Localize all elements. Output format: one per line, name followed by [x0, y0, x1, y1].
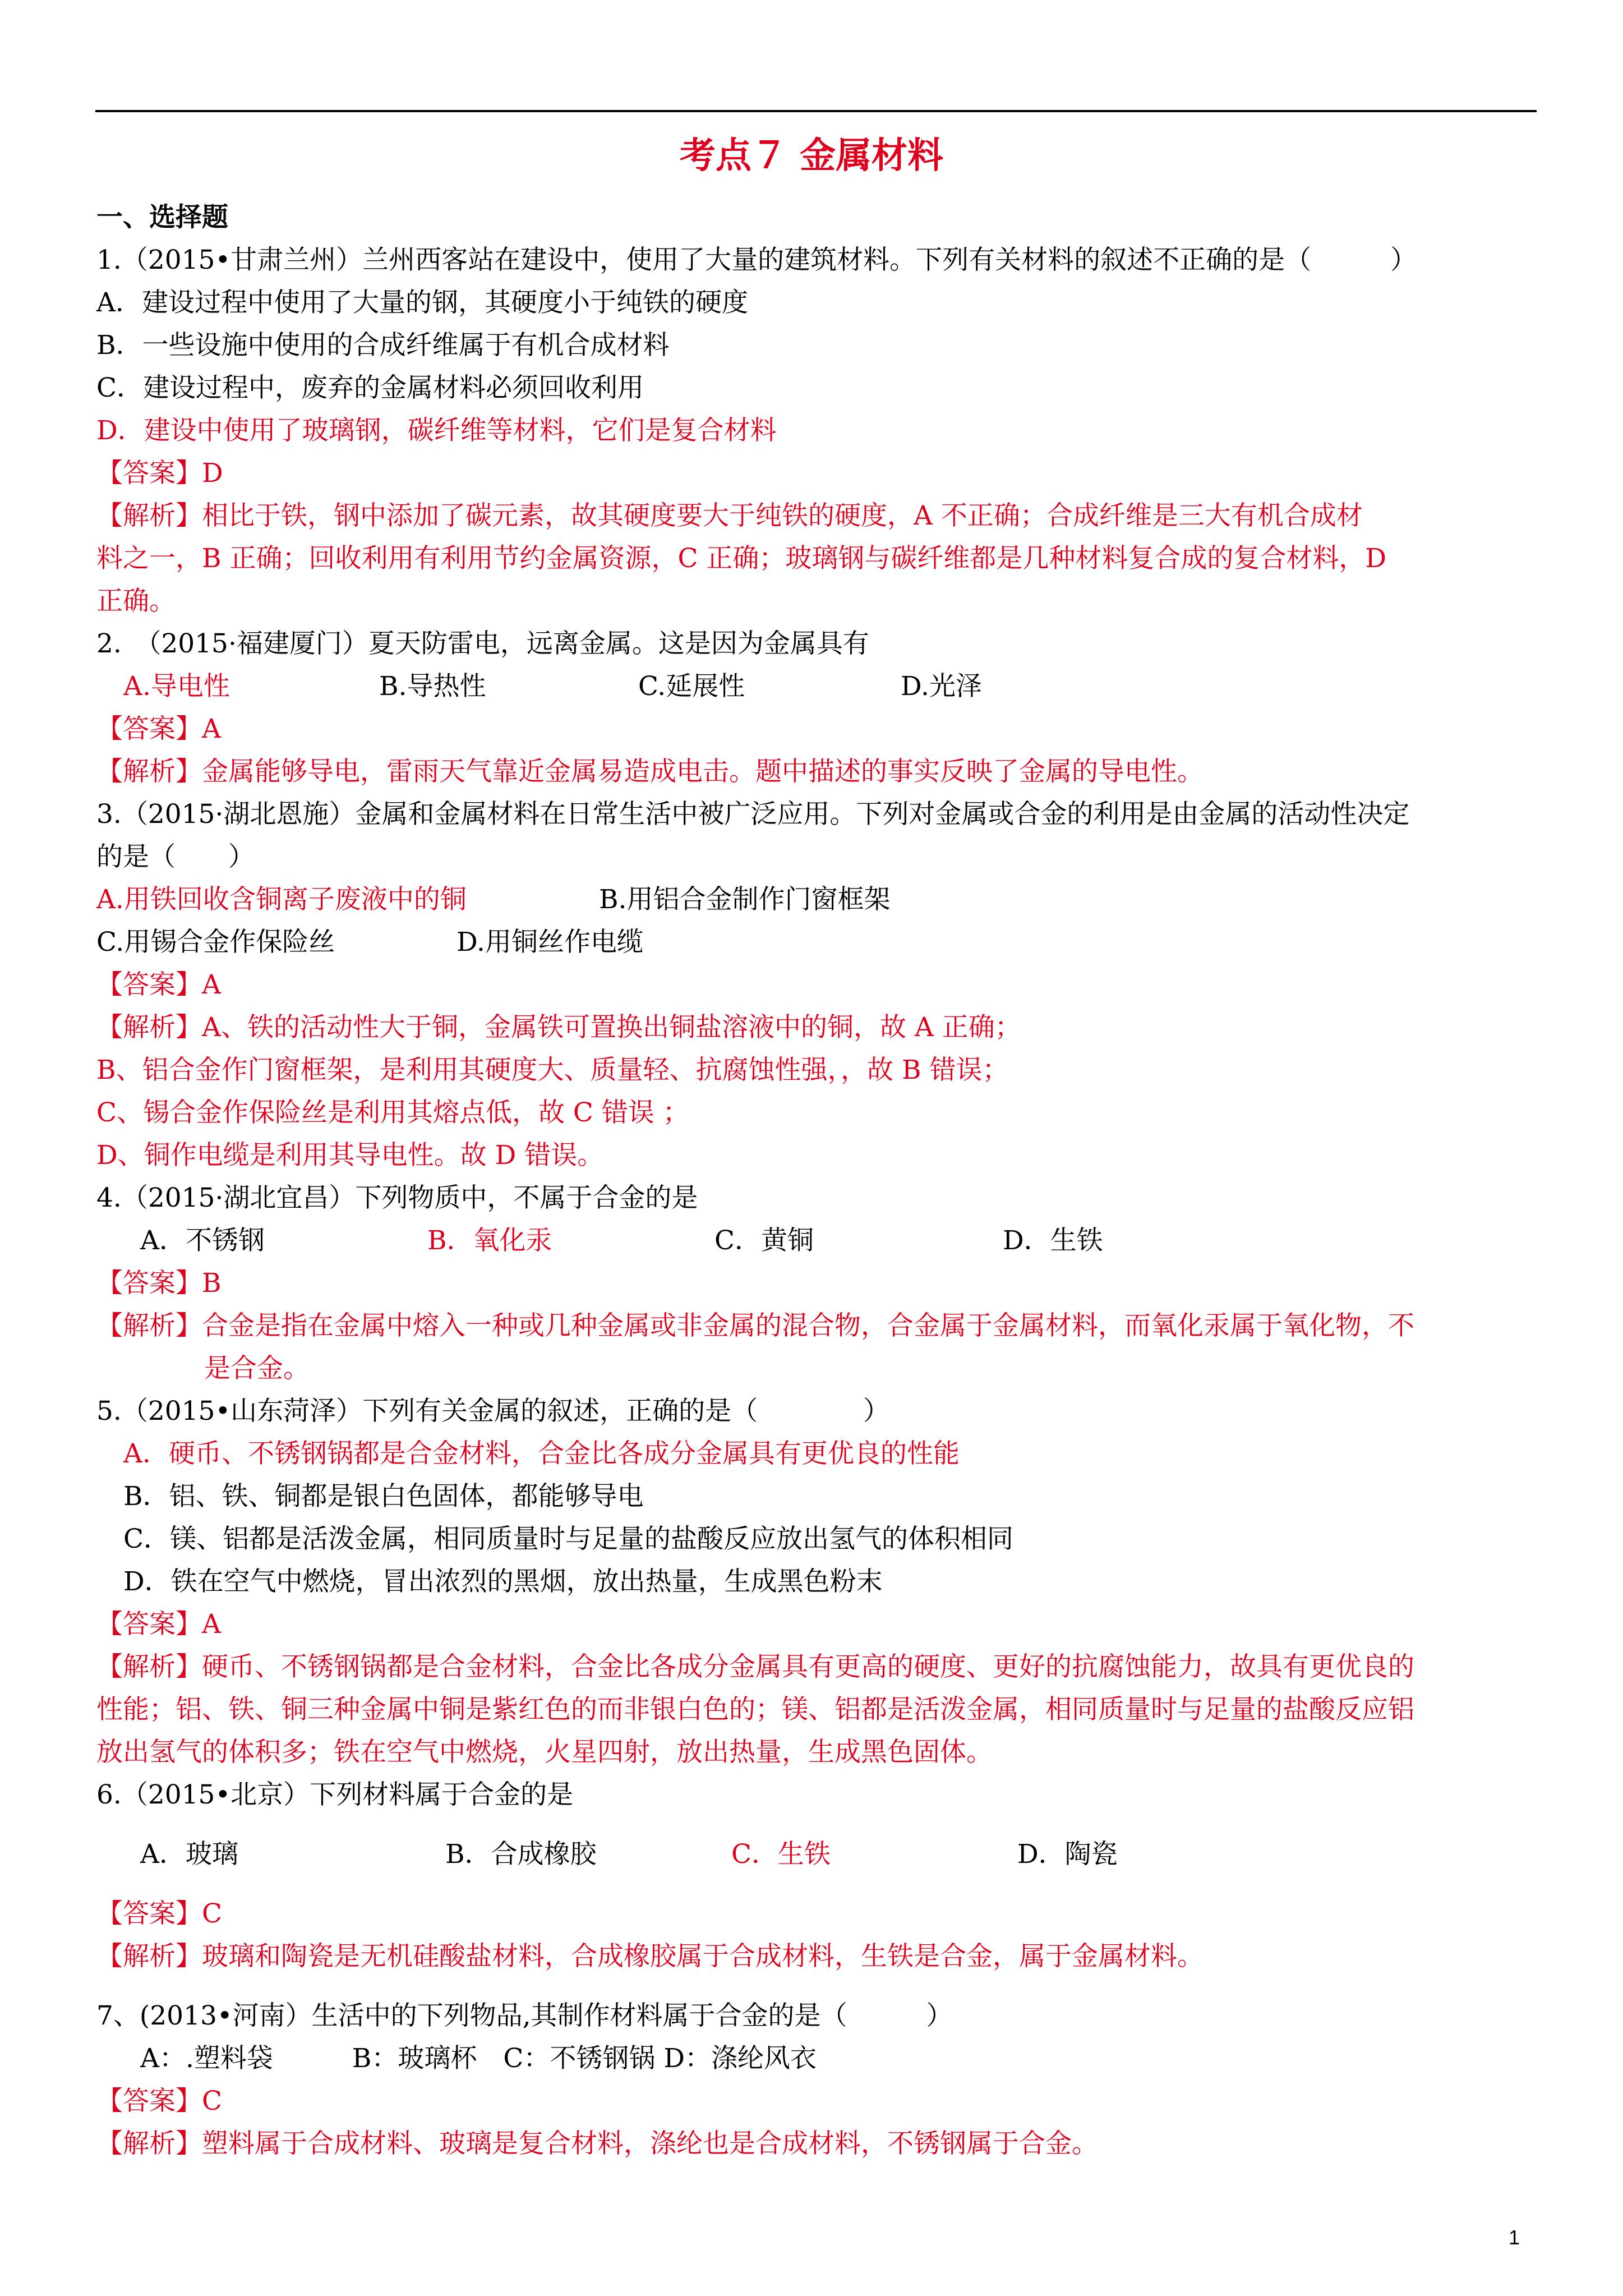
q6-option-c: C．生铁	[731, 1839, 831, 1870]
q2-option-b: B.导热性	[379, 671, 486, 702]
q2-option-c: C.延展性	[638, 671, 745, 702]
q3-explanation-4: D、铜作电缆是利用其导电性。故 D 错误。	[96, 1140, 604, 1171]
page-number: 1	[1509, 2226, 1520, 2249]
q7-stem: 7、(2013•河南）生活中的下列物品,其制作材料属于合金的是（ ）	[96, 2000, 953, 2031]
q1-option-c: C．建设过程中，废弃的金属材料必须回收利用	[96, 372, 644, 403]
q2-option-a: A.导电性	[123, 671, 230, 702]
q3-explanation-1: 【解析】A、铁的活动性大于铜，金属铁可置换出铜盐溶液中的铜，故 A 正确；	[96, 1012, 1021, 1043]
q3-stem-2: 的是（ ）	[96, 841, 255, 872]
q5-option-c: C．镁、铝都是活泼金属，相同质量时与足量的盐酸反应放出氢气的体积相同	[123, 1524, 1013, 1554]
q6-option-d: D．陶瓷	[1017, 1839, 1118, 1870]
spacer	[96, 1978, 1543, 1995]
q5-option-a: A．硬币、不锈钢锅都是合金材料，合金比各成分金属具有更优良的性能	[123, 1438, 960, 1469]
q4-option-c: C．黄铜	[714, 1225, 814, 1256]
q3-explanation-3: C、锡合金作保险丝是利用其熔点低，故 C 错误 ；	[96, 1097, 689, 1128]
q6-option-b: B．合成橡胶	[445, 1839, 597, 1870]
q3-option-d: D.用铜丝作电缆	[457, 927, 643, 958]
q3-options-row-2	[96, 921, 1543, 964]
q4-option-d: D．生铁	[1003, 1225, 1103, 1256]
page-title: 考点７ 金属材料	[679, 135, 944, 177]
q5-option-d: D．铁在空气中燃烧，冒出浓烈的黑烟，放出热量，生成黑色粉末	[123, 1566, 883, 1597]
q7-options: A：.塑料袋 B：玻璃杯 C：不锈钢锅 D：涤纶风衣	[140, 2043, 817, 2074]
q3-answer: 【答案】A	[96, 969, 221, 1000]
q3-stem-1: 3.（2015·湖北恩施）金属和金属材料在日常生活中被广泛应用。下列对金属或合金的利用是由金属的活动性决定	[96, 799, 1410, 830]
q3-explanation-2: B、铝合金作门窗框架，是利用其硬度大、质量轻、抗腐蚀性强，，故 B 错误；	[96, 1055, 1009, 1085]
q5-option-b: B．铝、铁、铜都是银白色固体，都能够导电	[123, 1481, 644, 1512]
q4-stem: 4.（2015·湖北宜昌）下列物质中，不属于合金的是	[96, 1182, 698, 1213]
q4-explanation-2: 是合金。	[204, 1353, 310, 1384]
q3-options-row-1	[96, 878, 1543, 921]
q4-explanation-1: 【解析】合金是指在金属中熔入一种或几种金属或非金属的混合物，合金属于金属材料，而氧化汞属于氧化物，不	[96, 1310, 1414, 1341]
q5-stem: 5.（2015•山东菏泽）下列有关金属的叙述，正确的是（ ）	[96, 1396, 890, 1427]
q1-explanation-3: 正确。	[96, 586, 176, 616]
q4-option-b: B．氧化汞	[427, 1225, 552, 1256]
q6-explanation: 【解析】玻璃和陶瓷是无机硅酸盐材料，合成橡胶属于合成材料，生铁是合金，属于金属材料。	[96, 1941, 1204, 1972]
q3-option-b: B.用铝合金制作门窗框架	[599, 884, 891, 915]
q1-stem: 1.（2015•甘肃兰州）兰州西客站在建设中，使用了大量的建筑材料。下列有关材料的叙述不正确的是（ ）	[96, 245, 1417, 275]
q3-option-a: A.用铁回收含铜离子废液中的铜	[96, 884, 467, 915]
q1-option-b: B．一些设施中使用的合成纤维属于有机合成材料	[96, 330, 670, 361]
section-heading: 一、选择题	[96, 202, 228, 233]
header-rule	[95, 110, 1537, 112]
q7-explanation: 【解析】塑料属于合成材料、玻璃是复合材料，涤纶也是合成材料，不锈钢属于合金。	[96, 2128, 1098, 2159]
q1-option-d: D．建设中使用了玻璃钢，碳纤维等材料，它们是复合材料	[96, 415, 777, 446]
q5-explanation-1: 【解析】硬币、不锈钢锅都是合金材料，合金比各成分金属具有更高的硬度、更好的抗腐蚀能力，故具有更优良的	[96, 1651, 1414, 1682]
spacer	[96, 1876, 1543, 1893]
q5-explanation-3: 放出氢气的体积多；铁在空气中燃烧，火星四射，放出热量，生成黑色固体。	[96, 1737, 993, 1768]
q5-answer: 【答案】A	[96, 1609, 221, 1640]
q7-answer: 【答案】C	[96, 2086, 222, 2116]
q4-answer: 【答案】B	[96, 1268, 222, 1299]
document-body	[96, 196, 1543, 2165]
q6-option-a: A．玻璃	[140, 1839, 238, 1870]
q6-options	[96, 1833, 1543, 1876]
q2-stem: 2. （2015·福建厦门）夏天防雷电，远离金属。这是因为金属具有	[96, 628, 869, 659]
q2-option-d: D.光泽	[901, 671, 982, 702]
q6-stem: 6.（2015•北京）下列材料属于合金的是	[96, 1779, 574, 1810]
q2-explanation: 【解析】金属能够导电，雷雨天气靠近金属易造成电击。题中描述的事实反映了金属的导电性。	[96, 756, 1204, 787]
q1-answer: 【答案】D	[96, 458, 223, 489]
q6-answer: 【答案】C	[96, 1898, 222, 1929]
q3-option-c: C.用锡合金作保险丝	[96, 927, 335, 958]
q5-explanation-2: 性能；铝、铁、铜三种金属中铜是紫红色的而非银白色的；镁、铝都是活泼金属，相同质量时与足量的盐酸反应铝	[96, 1694, 1414, 1725]
spacer	[96, 1816, 1543, 1833]
q2-options	[96, 665, 1543, 708]
q2-answer: 【答案】A	[96, 714, 221, 744]
q4-option-a: A．不锈钢	[140, 1225, 265, 1256]
q1-option-a: A．建设过程中使用了大量的钢，其硬度小于纯铁的硬度	[96, 287, 748, 318]
q4-options	[96, 1220, 1543, 1262]
q1-explanation-1: 【解析】相比于铁，钢中添加了碳元素，故其硬度要大于纯铁的硬度，A 不正确；合成纤维是三大有机合成材	[96, 500, 1363, 531]
q1-explanation-2: 料之一，B 正确；回收利用有利用节约金属资源，C 正确；玻璃钢与碳纤维都是几种材料复合成的复合材料，D	[96, 543, 1387, 574]
